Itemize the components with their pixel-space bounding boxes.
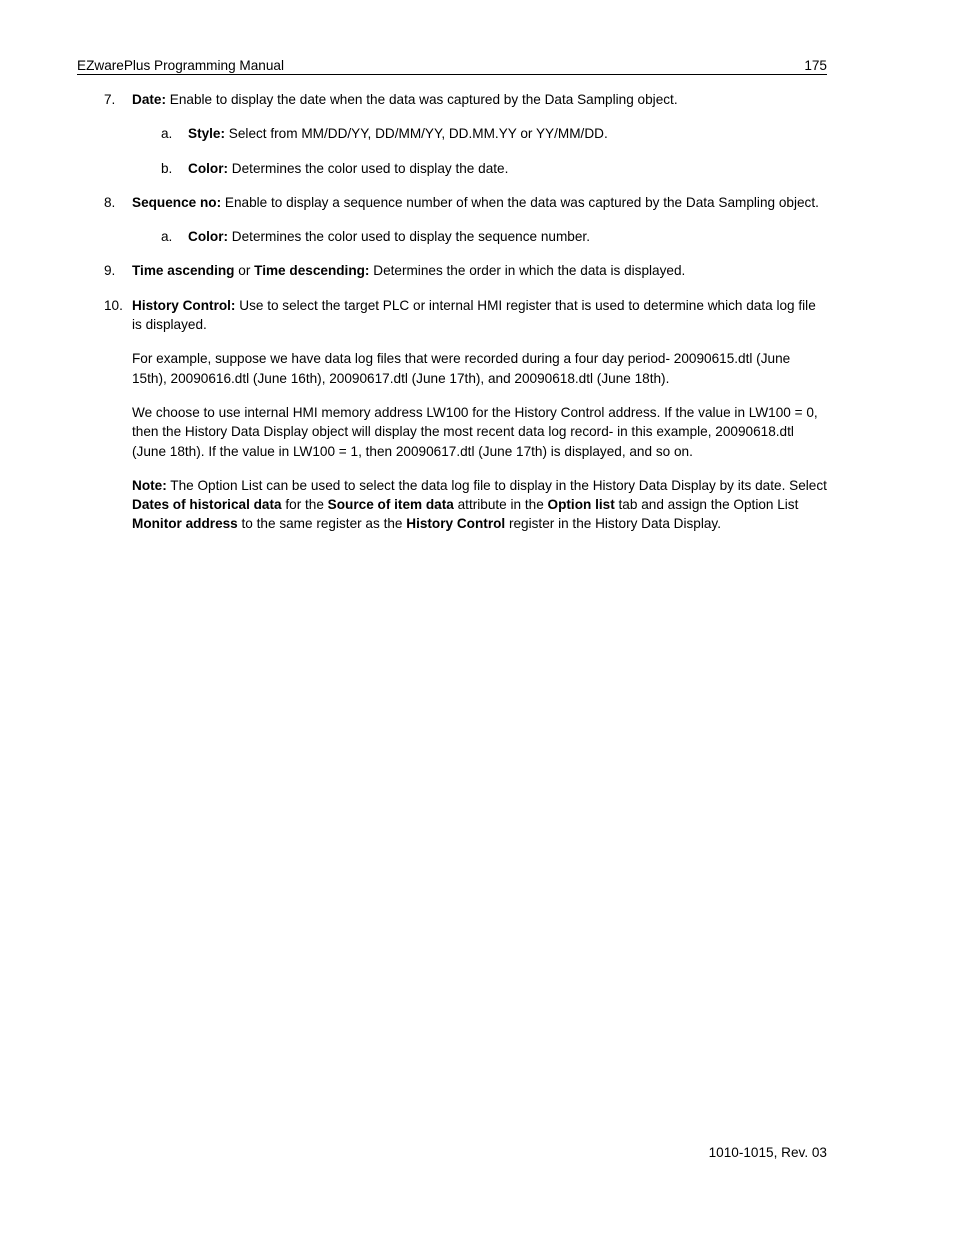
sub-item-sequence-color: [77, 227, 827, 246]
sub-item-letter: a.: [161, 229, 173, 245]
list-item-time-order: [77, 261, 827, 280]
item-text-or: or: [234, 263, 255, 279]
item-label: History Control:: [132, 297, 236, 313]
note-text: to the same register as the: [237, 516, 407, 532]
note-bold-option-list: Option list: [547, 497, 615, 513]
item-text: Use to select the target PLC or internal HMI register that is used to determine which data log file is displayed.: [132, 297, 816, 333]
sub-item-date-style: [77, 124, 827, 143]
item-text: Enable to display the date when the data was captured by the Data Sampling object.: [166, 92, 678, 107]
list-item-history-control: [77, 296, 827, 335]
note-text: register in the History Data Display.: [505, 516, 722, 532]
note-bold-monitor: Monitor address: [132, 516, 238, 532]
example-paragraph: For example, suppose we have data log files that were recorded during a four day period- 20090615.dtl (June 15th), 20090616.dtl (June 16th), 20090617.dtl (June 17th), and 20090618.dtl (June 18th).: [132, 351, 791, 386]
sub-item-letter: a.: [161, 126, 173, 142]
sub-item-text: Determines the color used to display the sequence number.: [228, 229, 590, 245]
item-label-descending: Time descending:: [254, 263, 370, 279]
note-text: The Option List can be used to select the data log file to display in the History Data Display by its date. Select: [166, 477, 827, 493]
note-bold-history-control: History Control: [406, 516, 506, 532]
page-number: 175: [804, 58, 827, 73]
note-bold-dates: Dates of historical data: [132, 497, 282, 513]
list-item-date: [77, 90, 827, 109]
note-text: attribute in the: [453, 497, 548, 513]
item-number: 7.: [104, 92, 116, 107]
note-bold-source: Source of item data: [327, 497, 454, 513]
note-text: tab and assign the Option List: [614, 497, 799, 513]
sub-item-text: Select from MM/DD/YY, DD/MM/YY, DD.MM.YY or YY/MM/DD.: [225, 126, 608, 142]
note-label: Note:: [132, 477, 167, 493]
document-number: 1010-1015, Rev. 03: [708, 1145, 827, 1160]
item-label: Date:: [132, 92, 166, 107]
sub-item-label: Color:: [188, 160, 229, 176]
page-content: [77, 90, 827, 549]
sub-item-date-color: [77, 159, 827, 178]
page-header: [77, 57, 827, 75]
sub-item-text: Determines the color used to display the date.: [228, 160, 509, 176]
item-label-ascending: Time ascending: [132, 263, 235, 279]
lw100-paragraph: We choose to use internal HMI memory address LW100 for the History Control address. If the value in LW100 = 0, then the History Data Display object will display the most recent data log record- in this example, 20090618.dtl (June 18th). If the value in LW100 = 1, then 20090617.dtl (June 17th) is displayed, and so on.: [132, 404, 818, 459]
sub-item-label: Color:: [188, 229, 229, 245]
sub-item-label: Style:: [188, 126, 226, 142]
note-text: for the: [281, 497, 328, 513]
item-number: 9.: [104, 263, 116, 279]
item-text: Determines the order in which the data is displayed.: [369, 263, 686, 279]
sub-item-letter: b.: [161, 160, 173, 176]
manual-title: EZwarePlus Programming Manual: [77, 58, 285, 73]
item-number: 10.: [104, 297, 123, 313]
item-label: Sequence no:: [132, 194, 222, 210]
note-paragraph: [77, 476, 827, 534]
list-item-sequence: [77, 193, 827, 212]
item-text: Enable to display a sequence number of when the data was captured by the Data Sampling object.: [221, 194, 819, 210]
item-number: 8.: [104, 194, 116, 210]
